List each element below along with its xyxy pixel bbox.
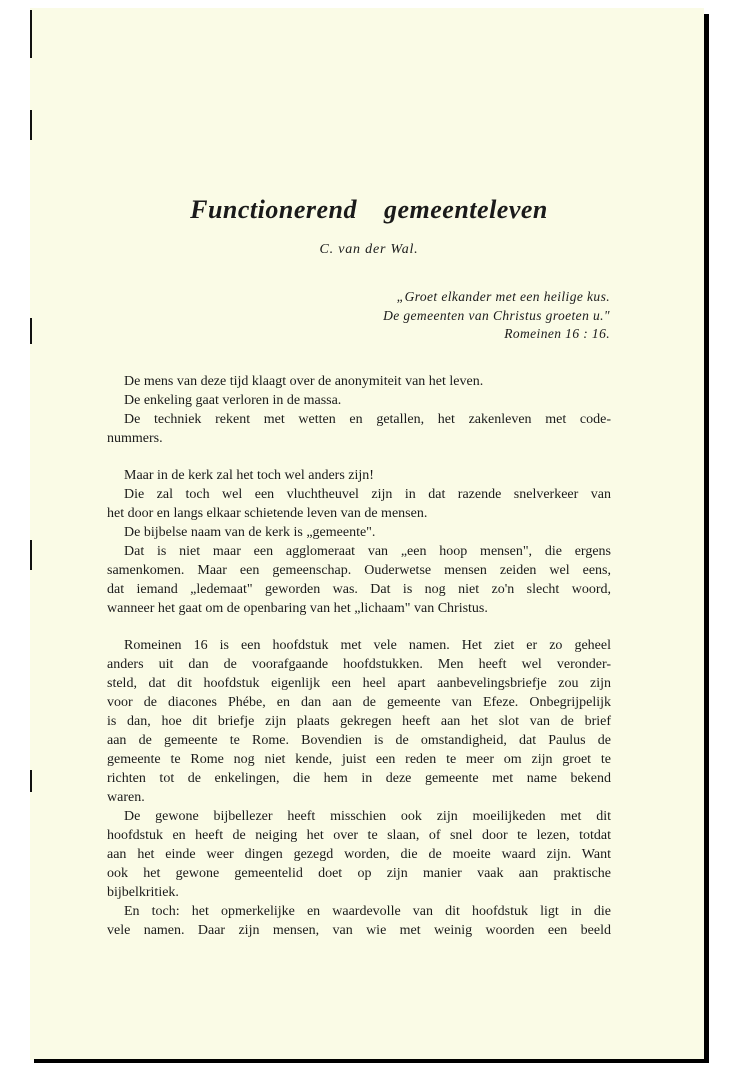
body-line: De mens van deze tijd klaagt over de anonymiteit van het leven. — [124, 374, 484, 389]
body-line: En toch: het opmerkelijke en waardevolle van dit hoofdstuk ligt in die — [124, 904, 611, 919]
author-byline: C. van der Wal. — [319, 242, 419, 257]
epigraph-line: De gemeenten van Christus groeten u." — [383, 307, 610, 323]
body-line: is dan, hoe dit briefje zijn plaats gekregen heeft aan het slot van de brief — [107, 714, 611, 729]
body-line: De gewone bijbellezer heeft misschien ook zijn moeilijkeden met dit — [124, 809, 611, 824]
body-line: dat iemand „ledemaat" geworden was. Dat is nog niet zo'n slecht woord, — [107, 582, 611, 597]
page-shadow-right — [704, 14, 709, 1062]
body-line: het door en langs elkaar schietende leven van de mensen. — [107, 506, 428, 521]
binding-edge-mark — [30, 318, 32, 344]
body-line: samenkomen. Maar een gemeenschap. Ouderwetse mensen zeiden wel eens, — [107, 563, 611, 578]
body-line: De bijbelse naam van de kerk is „gemeente". — [124, 525, 376, 540]
epigraph-reference: Romeinen 16 : 16. — [504, 326, 610, 341]
article-body — [107, 372, 611, 940]
body-line: wanneer het gaat om de openbaring van het „lichaam" van Christus. — [107, 601, 488, 616]
page-shadow-bottom — [34, 1059, 709, 1063]
body-line: ook het gewone gemeentelid doet op zijn manier vaak aan praktische — [107, 866, 611, 881]
binding-edge-mark — [30, 540, 32, 570]
body-line: steld, dat dit hoofdstuk eigenlijk een heel apart aanbevelingsbriefje zou zijn — [107, 676, 611, 691]
body-line: aan de gemeente te Rome. Bovendien is de omstandigheid, dat Paulus de — [107, 733, 611, 748]
body-line: voor de diacones Phébe, en dan aan de gemeente van Efeze. Onbegrijpelijk — [107, 695, 611, 710]
title-word: Functionerend — [190, 195, 357, 224]
body-line: Die zal toch wel een vluchtheuvel zijn in dat razende snelverkeer van — [124, 487, 611, 502]
body-line: bijbelkritiek. — [107, 885, 179, 900]
article-title — [0, 195, 738, 225]
body-line: De techniek rekent met wetten en getallen, het zakenleven met code- — [124, 412, 611, 427]
title-word: gemeenteleven — [384, 195, 548, 224]
body-line: De enkeling gaat verloren in de massa. — [124, 393, 342, 408]
body-line: hoofdstuk en heeft de neiging het over te slaan, of snel door te lezen, totdat — [107, 828, 611, 843]
body-line: aan het einde weer dingen gezegd worden, die de moeite waard zijn. Want — [107, 847, 611, 862]
body-line: nummers. — [107, 431, 163, 446]
body-line: anders uit dan de voorafgaande hoofdstukken. Men heeft wel veronder- — [107, 657, 611, 672]
body-line: Dat is niet maar een agglomeraat van „een hoop mensen", die ergens — [124, 544, 611, 559]
body-line: richten tot de enkelingen, die hem in deze gemeente met name bekend — [107, 771, 611, 786]
binding-edge-mark — [30, 770, 32, 792]
body-line: Romeinen 16 is een hoofdstuk met vele namen. Het ziet er zo geheel — [124, 638, 611, 653]
body-line: vele namen. Daar zijn mensen, van wie met weinig woorden een beeld — [107, 923, 611, 938]
body-line: Maar in de kerk zal het toch wel anders zijn! — [124, 468, 374, 483]
binding-edge-mark — [30, 110, 32, 140]
epigraph-line: „Groet elkander met een heilige kus. — [396, 289, 610, 304]
body-line: waren. — [107, 790, 145, 805]
epigraph — [330, 288, 610, 344]
binding-edge-mark — [30, 10, 32, 58]
body-line: gemeente te Rome nog niet kende, juist een reden te meer om zijn groet te — [107, 752, 611, 767]
